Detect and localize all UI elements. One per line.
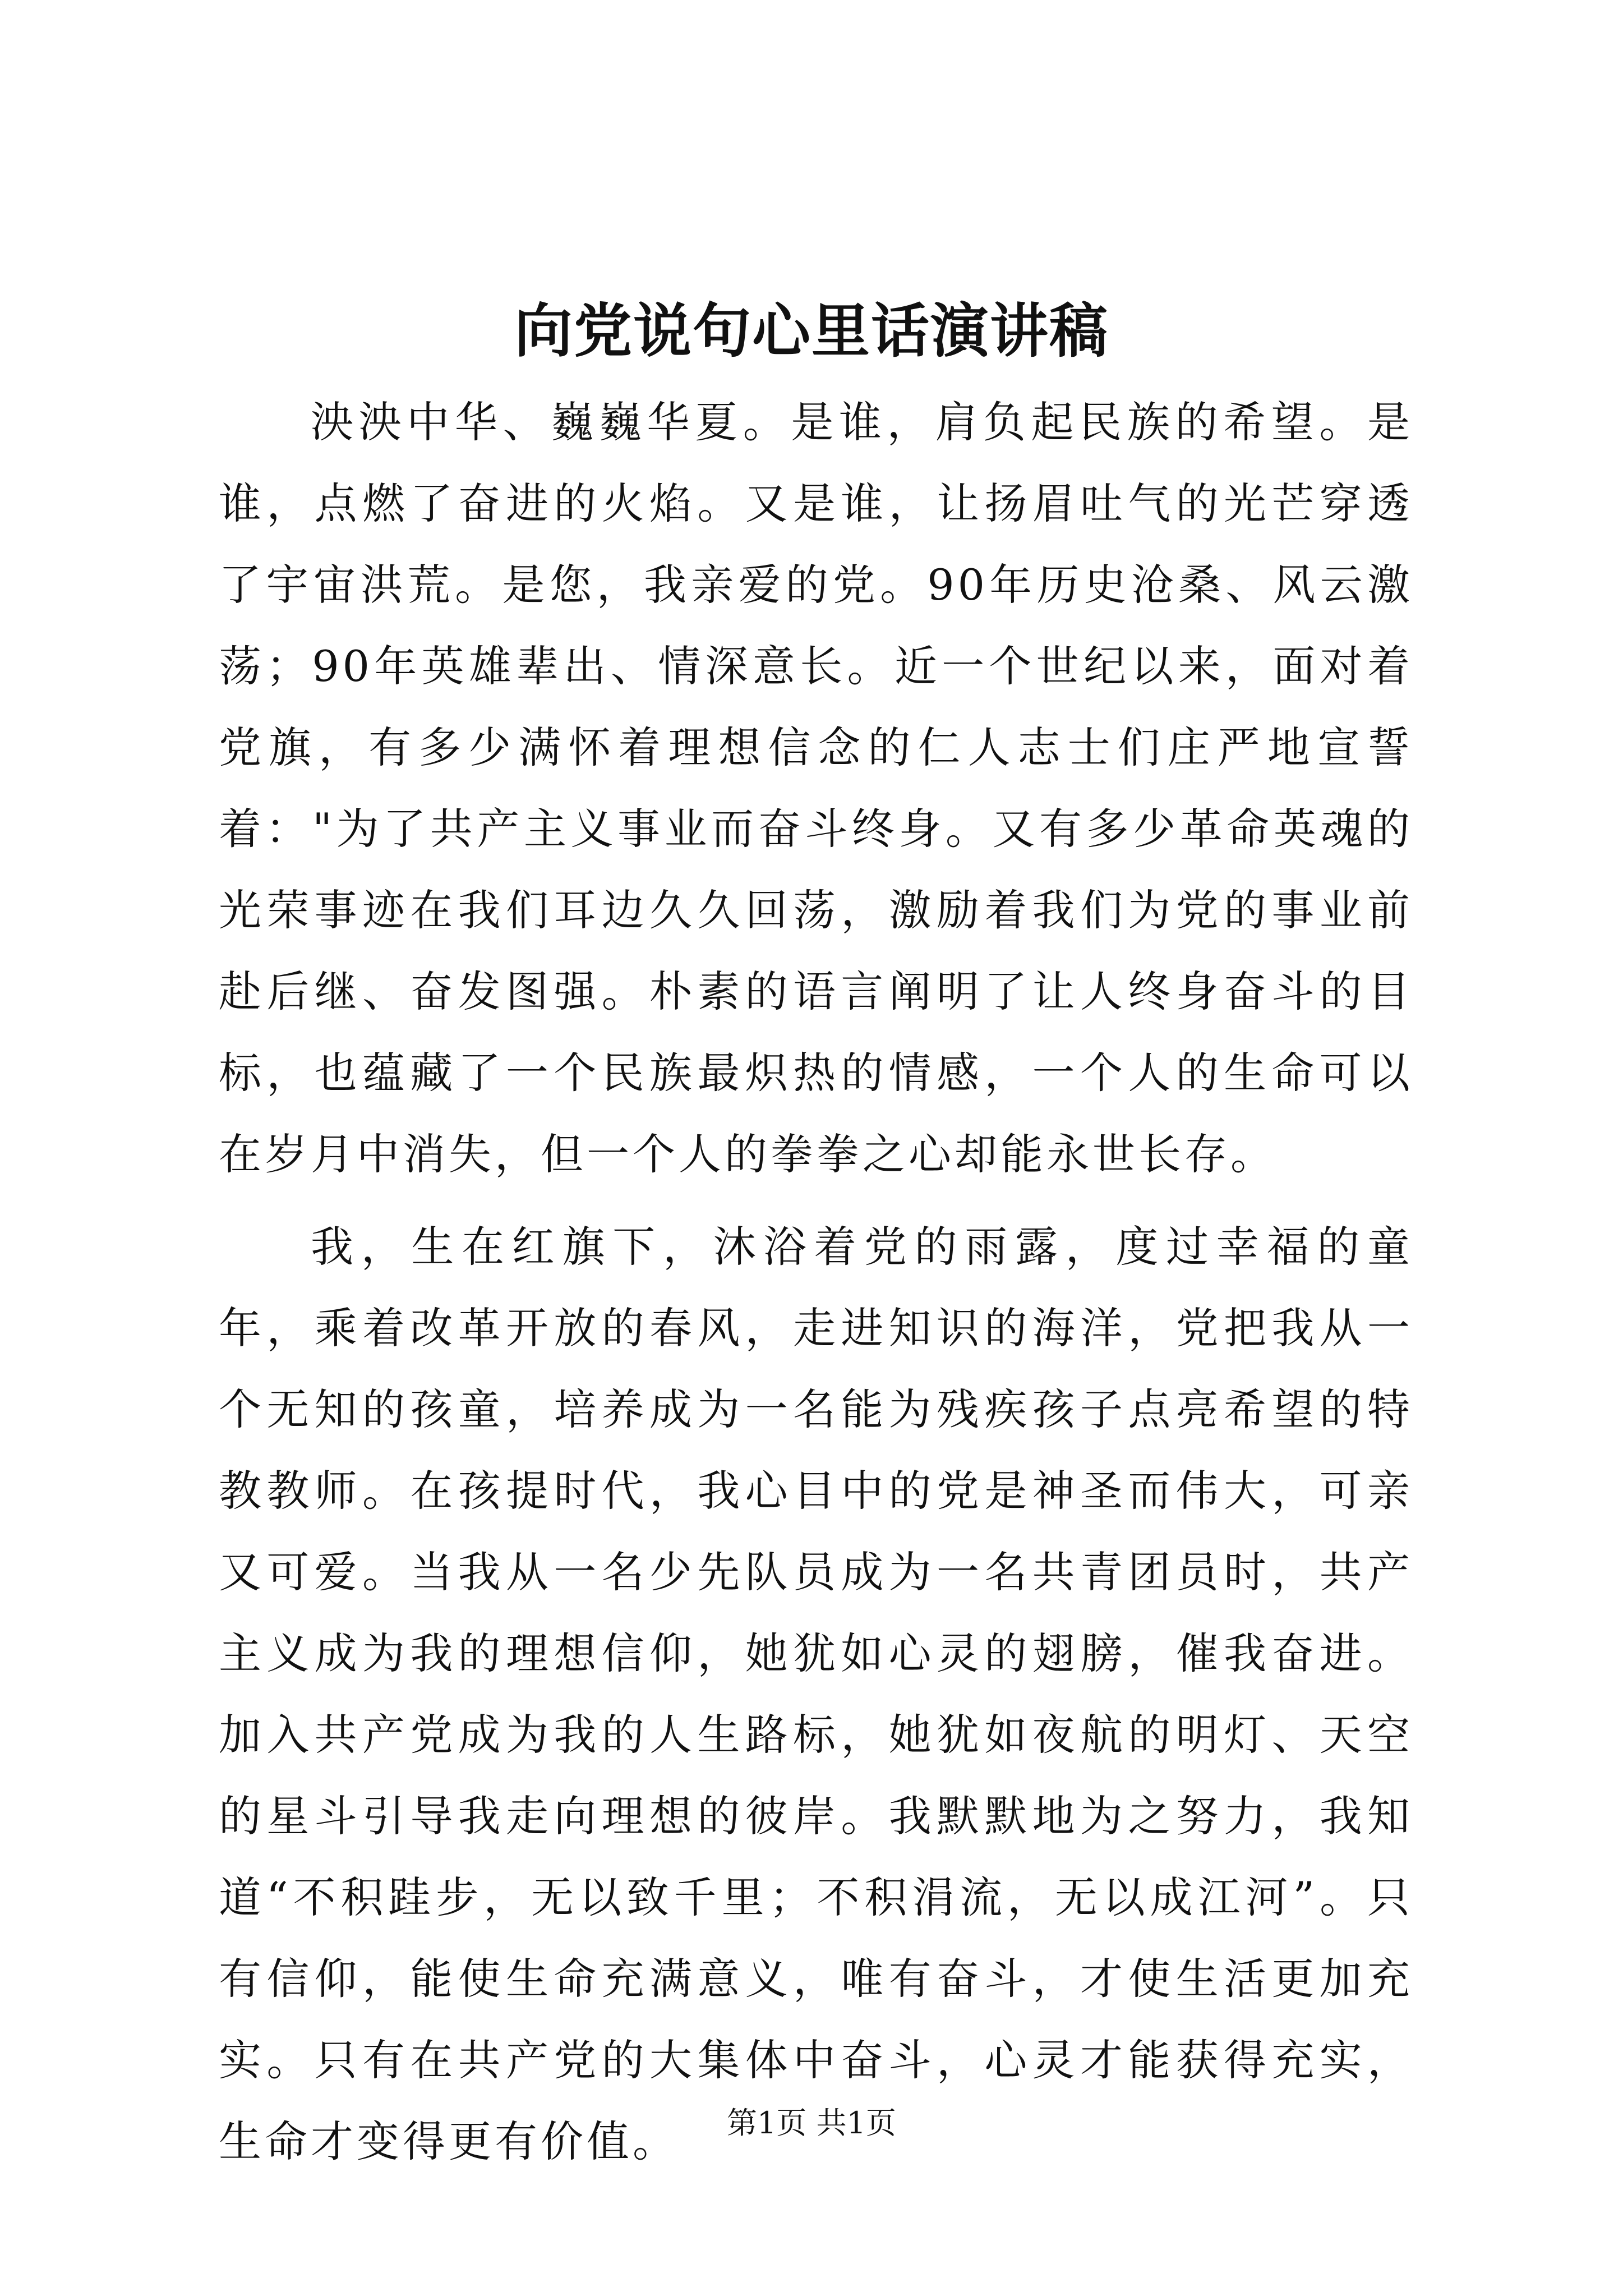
page-footer: 第1页 共1页 xyxy=(727,2105,896,2141)
paragraph-1: 泱泱中华、巍巍华夏。是谁，肩负起民族的希望。是谁，点燃了奋进的火焰。又是谁，让扬眉吐气的光芒穿透了宇宙洪荒。是您，我亲爱的党。90年历史沧桑、风云激荡；90年英雄辈出、情深意长。近一个世纪以来，面对着党旗，有多少满怀着理想信念的仁人志士们庄严地宣誓着："为了共产主义事业而奋斗终身。又有多少革命英魂的光荣事迹在我们耳边久久回荡，激励着我们为党的事业前赴后继、奋发图强。朴素的语言阐明了让人终身奋斗的目标，也蕴藏了一个民族最炽热的情感，一个人的生命可以在岁月中消失，但一个人的拳拳之心却能永世长存。 xyxy=(219,397,1413,1179)
paragraph-2: 我，生在红旗下，沐浴着党的雨露，度过幸福的童年，乘着改革开放的春风，走进知识的海洋，党把我从一个无知的孩童，培养成为一名能为残疾孩子点亮希望的特教教师。在孩提时代，我心目中的党是神圣而伟大，可亲又可爱。当我从一名少先队员成为一名共青团员时，共产主义成为我的理想信仰，她犹如心灵的翅膀，催我奋进。加入共产党成为我的人生路标，她犹如夜航的明灯、天空的星斗引导我走向理想的彼岸。我默默地为之努力，我知道“不积跬步，无以致千里；不积涓流，无以成江河”。只有信仰，能使生命充满意义，唯有奋斗，才使生活更加充实。只有在共产党的大集体中奋斗，心灵才能获得充实，生命才变得更有价值。 xyxy=(219,1222,1413,2166)
document-body xyxy=(219,381,1413,2193)
document-title: 向党说句心里话演讲稿 xyxy=(514,296,1109,365)
